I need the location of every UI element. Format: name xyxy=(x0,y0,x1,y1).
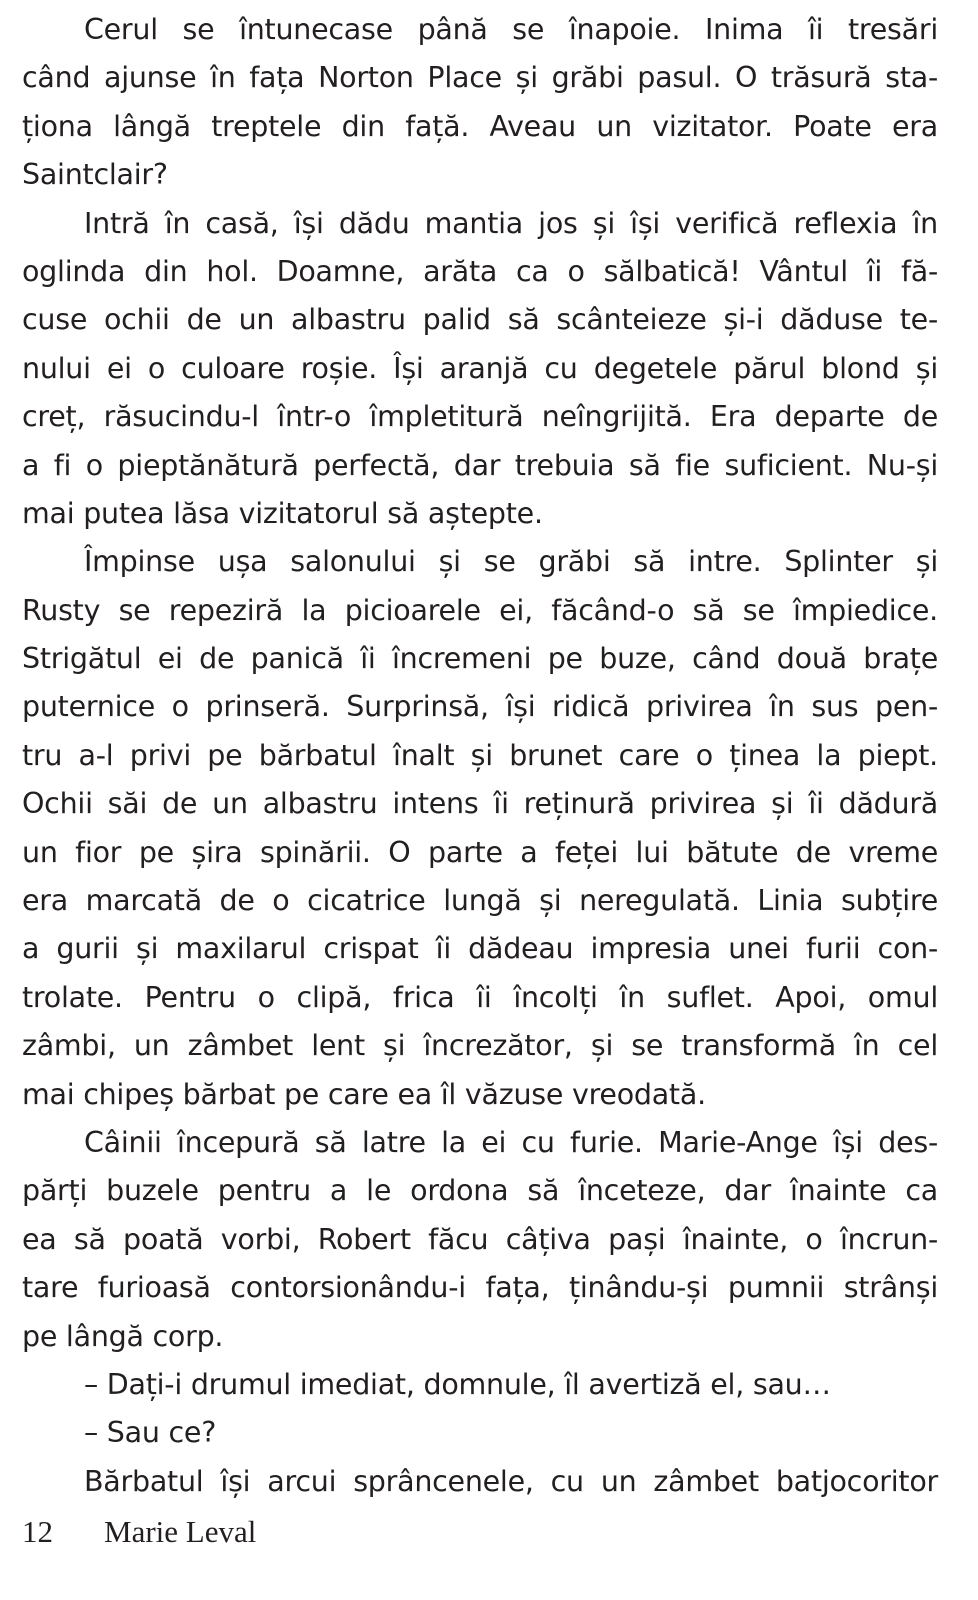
text-line: pe lângă corp. xyxy=(22,1319,224,1353)
text-line: Bărbatul își arcui sprâncenele, cu un zâmbet batjocoritor xyxy=(84,1464,938,1498)
page-number: 12 xyxy=(22,1514,53,1549)
text-line: Rusty se repeziră la picioarele ei, făcând-o să se împiedice. xyxy=(22,593,938,627)
text-line: era marcată de o cicatrice lungă și neregulată. Linia subțire xyxy=(22,884,938,918)
text-line: părți buzele pentru a le ordona să înceteze, dar înainte ca xyxy=(22,1174,938,1208)
page-footer xyxy=(22,1514,256,1550)
dialogue-line: – Dați-i drumul imediat, domnule, îl avertiză el, sau… xyxy=(84,1367,831,1401)
text-line: trolate. Pentru o clipă, frica îi încolți în suflet. Apoi, omul xyxy=(22,980,938,1014)
text-line: a fi o pieptănătură perfectă, dar trebuia să fie suficient. Nu-și xyxy=(22,448,938,482)
text-line: zâmbi, un zâmbet lent și încrezător, și se transformă în cel xyxy=(22,1029,938,1063)
text-line: Împinse ușa salonului și se grăbi să intre. Splinter și xyxy=(84,545,938,579)
text-line: a gurii și maxilarul crispat îi dădeau impresia unei furii con- xyxy=(22,932,938,966)
text-line: tru a-l privi pe bărbatul înalt și brunet care o ținea la piept. xyxy=(22,738,938,772)
text-line: când ajunse în fața Norton Place și grăbi pasul. O trăsură sta- xyxy=(22,61,938,95)
book-page-text xyxy=(22,6,938,1506)
text-line: creț, răsucindu-l într-o împletitură neîngrijită. Era departe de xyxy=(22,400,938,434)
author-name: Marie Leval xyxy=(104,1514,257,1549)
text-line: Câinii începură să latre la ei cu furie. Marie-Ange își des- xyxy=(84,1125,938,1159)
text-line: mai putea lăsa vizitatorul să aștepte. xyxy=(22,496,543,530)
text-line: ea să poată vorbi, Robert făcu câțiva pași înainte, o încrun- xyxy=(22,1222,938,1256)
text-line: oglinda din hol. Doamne, arăta ca o sălbatică! Vântul îi fă- xyxy=(22,254,938,288)
text-line: Strigătul ei de panică îi încremeni pe buze, când două brațe xyxy=(22,642,938,676)
text-line: Ochii săi de un albastru intens îi reținură privirea și îi dădură xyxy=(22,787,938,821)
text-line: Intră în casă, își dădu mantia jos și își verifică reflexia în xyxy=(84,206,938,240)
text-line: tare furioasă contorsionându-i fața, ținându-și pumnii strânși xyxy=(22,1271,938,1305)
text-line: Cerul se întunecase până se înapoie. Inima îi tresări xyxy=(84,13,938,46)
dialogue-line: – Sau ce? xyxy=(84,1416,217,1450)
text-line: mai chipeș bărbat pe care ea îl văzuse vreodată. xyxy=(22,1077,706,1111)
text-line: puternice o prinseră. Surprinsă, își ridică privirea în sus pen- xyxy=(22,690,938,724)
text-line: nului ei o culoare roșie. Își aranjă cu degetele părul blond și xyxy=(22,351,938,385)
text-line: ționa lângă treptele din față. Aveau un vizitator. Poate era xyxy=(22,109,938,143)
text-line: un fior pe șira spinării. O parte a feței lui bătute de vreme xyxy=(22,835,938,869)
text-line: cuse ochii de un albastru palid să scânteieze și-i dăduse te- xyxy=(22,303,938,337)
text-line: Saintclair? xyxy=(22,158,168,192)
